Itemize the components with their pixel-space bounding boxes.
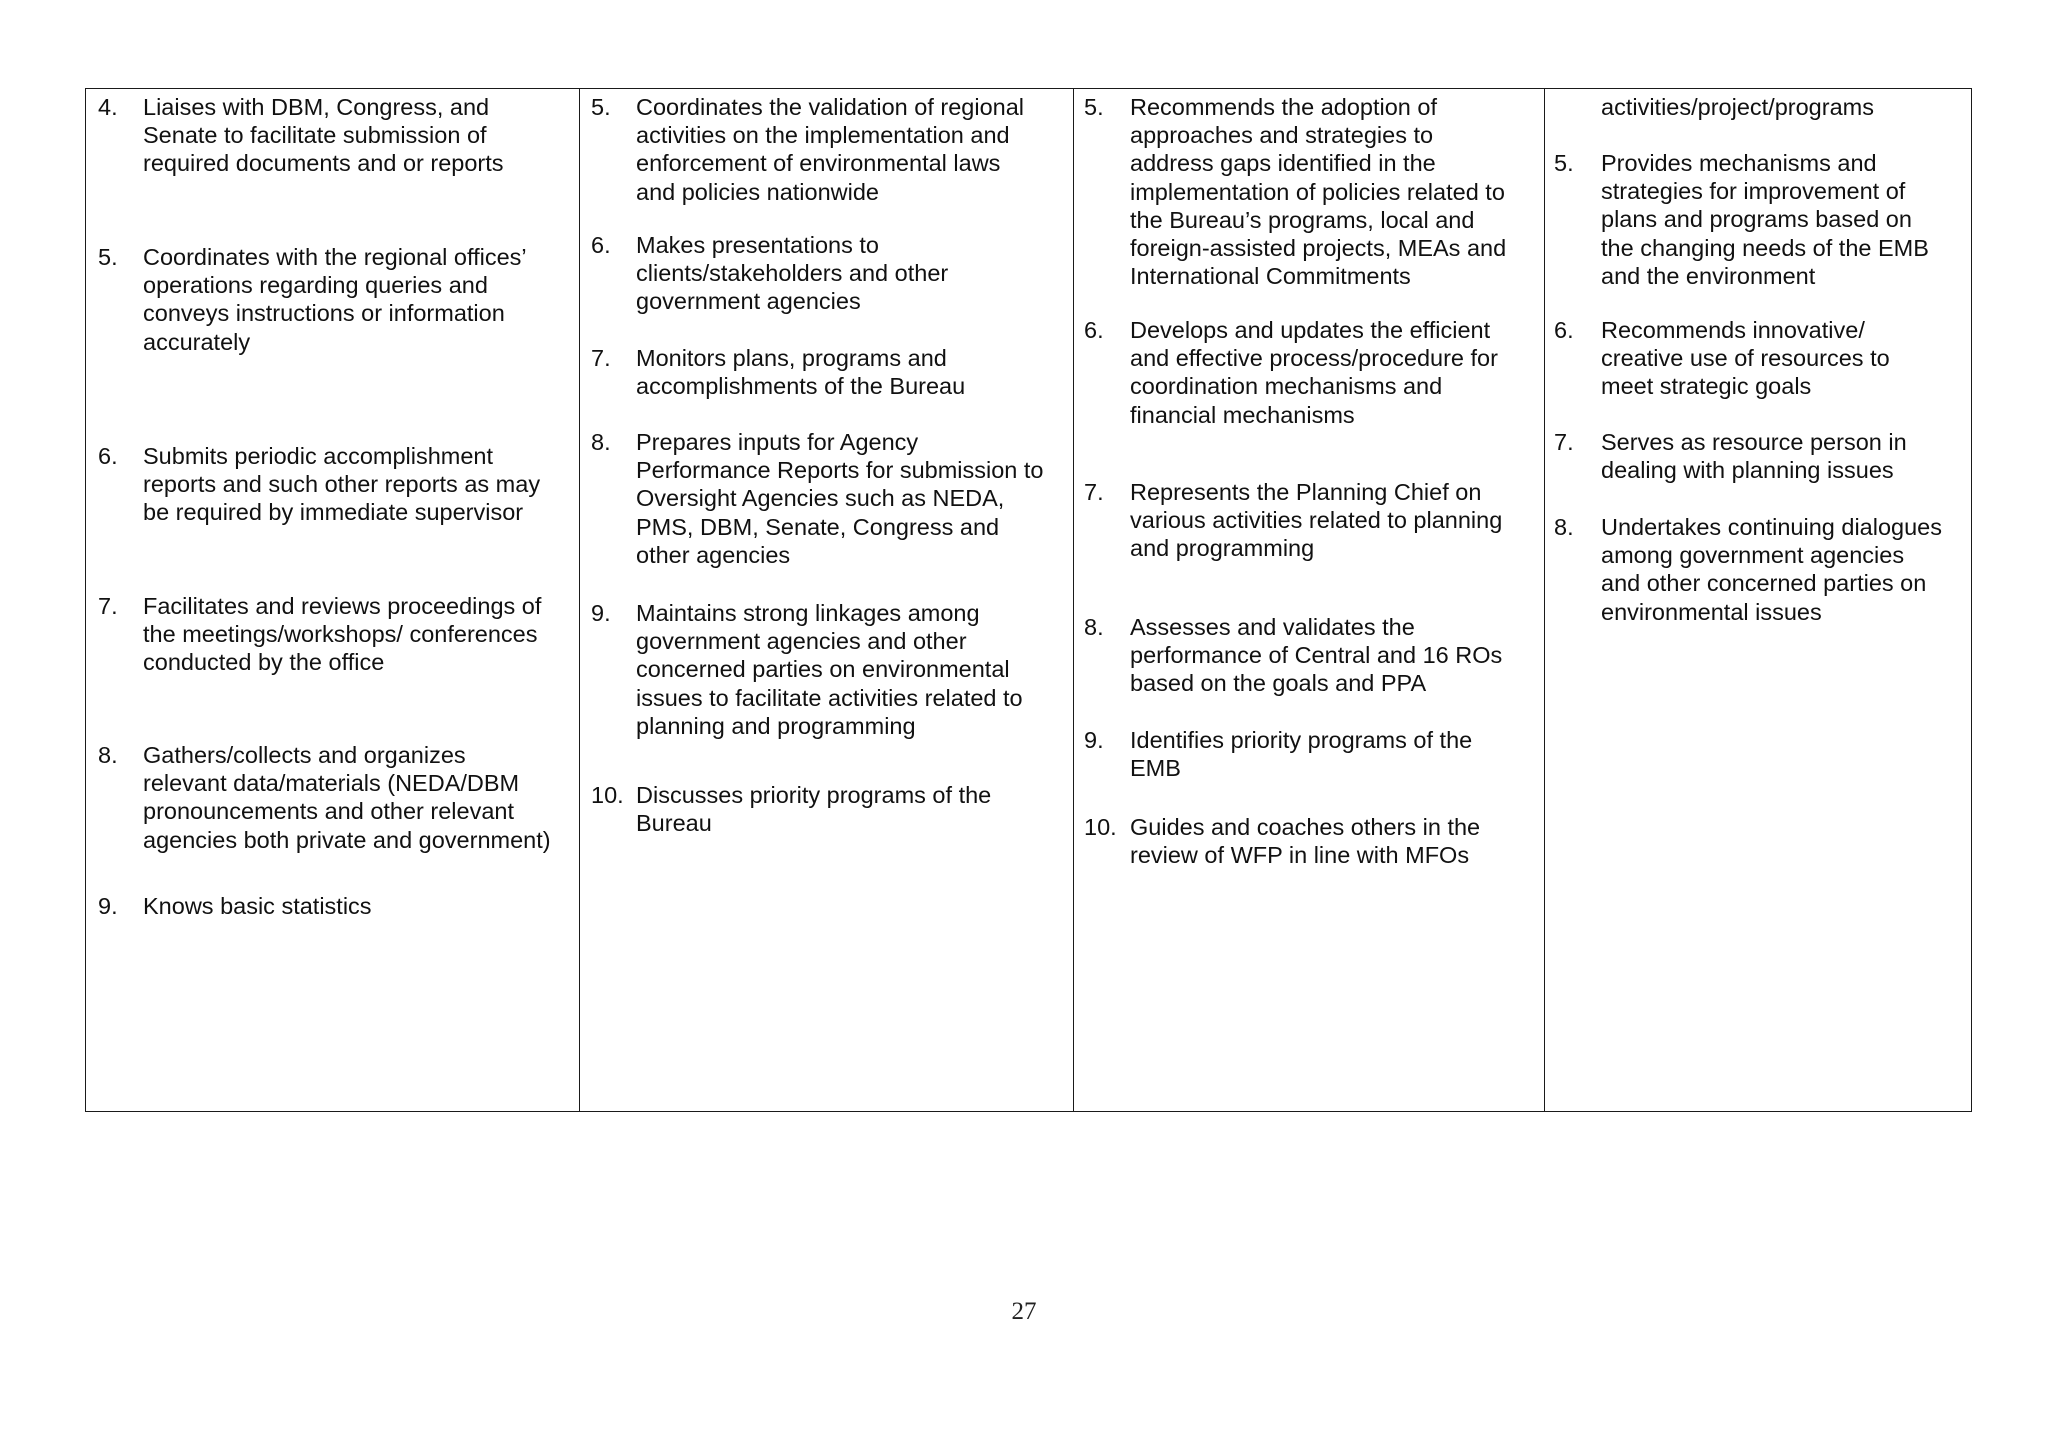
list-item-line: be required by immediate supervisor [143,499,524,526]
table-cell-col-1 [86,89,580,1112]
list-item-text [1601,93,1874,121]
list-item-line: Prepares inputs for Agency [636,429,919,455]
list-item-line: accurately [143,328,251,355]
list-item-line: other agencies [636,541,791,568]
list-item-line: conveys instructions or information [143,300,505,327]
list-item-text [636,781,991,837]
list-item-text [1601,513,1942,626]
list-item-line: EMB [1130,755,1181,782]
list-item-line: Oversight Agencies such as NEDA, [636,485,1005,512]
list-item-text [636,93,1024,206]
list-item-number: 4. [98,94,118,120]
list-item-number: 5. [1084,94,1104,120]
list-item-line: activities on the implementation and [636,122,1010,149]
list-item-line: Makes presentations to [636,232,879,258]
list-item-line: meet strategic goals [1601,373,1812,400]
list-item-line: dealing with planning issues [1601,457,1894,484]
list-item-line: government agencies and other [636,628,967,655]
list-item-line: Maintains strong linkages among [636,600,980,626]
list-item-line: foreign-assisted projects, MEAs and [1130,235,1507,262]
list-item-line: PMS, DBM, Senate, Congress and [636,513,1000,540]
list-item-line: and effective process/procedure for [1130,345,1498,372]
list-item-line: the Bureau’s programs, local and [1130,206,1475,233]
list-item-text [1601,149,1929,290]
list-item-line: Liaises with DBM, Congress, and [143,94,490,120]
list-item-line: coordination mechanisms and [1130,373,1443,400]
list-item-line: plans and programs based on [1601,206,1912,233]
list-item-line: Submits periodic accomplishment [143,443,494,469]
list-item-number: 5. [98,244,118,270]
list-item-text [143,592,541,677]
list-item-line: Serves as resource person in [1601,429,1907,455]
list-item-line: Discusses priority programs of the [636,782,992,808]
list-item-line: agencies both private and government) [143,826,551,853]
list-item-line: address gaps identified in the [1130,150,1436,177]
list-item-text [1130,813,1480,869]
list-item-line: various activities related to planning [1130,507,1503,534]
list-item-line: approaches and strategies to [1130,122,1434,149]
list-item-number: 6. [1554,317,1574,343]
list-item-line: Undertakes continuing dialogues [1601,514,1942,540]
list-item-line: Coordinates with the regional offices’ [143,244,527,270]
list-item-line: clients/stakeholders and other [636,260,949,287]
list-item-text [1130,316,1498,429]
list-item-line: International Commitments [1130,263,1411,290]
list-item-line: relevant data/materials (NEDA/DBM [143,770,520,797]
list-item-number: 8. [1084,614,1104,640]
list-item-line: Monitors plans, programs and [636,345,947,371]
list-item-number: 8. [591,429,611,455]
list-item-number: 6. [98,443,118,469]
table-cell-col-3 [1074,89,1545,1112]
list-item-line: concerned parties on environmental [636,656,1010,683]
list-item-line: Develops and updates the efficient [1130,317,1491,343]
list-item-number: 6. [1084,317,1104,343]
list-item-line: Knows basic statistics [143,893,372,919]
list-item-line: Identifies priority programs of the [1130,727,1473,753]
list-item-line: conducted by the office [143,649,385,676]
list-item-line: strategies for improvement of [1601,178,1906,205]
list-item-text [1130,613,1502,698]
list-item-line: the meetings/workshops/ conferences [143,621,538,648]
table-cell-col-4 [1545,89,1972,1112]
list-item-text [1130,93,1506,290]
list-item-number: 9. [591,600,611,626]
list-item-line: implementation of policies related to [1130,178,1505,205]
list-item-number: 5. [591,94,611,120]
list-item-line: Assesses and validates the [1130,614,1415,640]
list-item-number: 9. [1084,727,1104,753]
list-item-number: 9. [98,893,118,919]
list-item-line: government agencies [636,288,861,315]
list-item-line: creative use of resources to [1601,345,1890,372]
list-item-text [1601,316,1890,401]
list-item-line: and programming [1130,535,1315,562]
list-item-line: performance of Central and 16 ROs [1130,642,1503,669]
list-item-line: environmental issues [1601,598,1822,625]
list-item-text [1601,428,1907,484]
list-item-number: 7. [1554,429,1574,455]
list-item-number: 7. [1084,479,1104,505]
list-item-line: Provides mechanisms and [1601,150,1877,176]
list-item-line: required documents and or reports [143,150,504,177]
list-item-line: Recommends innovative/ [1601,317,1865,343]
list-item-text [143,442,540,527]
list-item-line: Gathers/collects and organizes [143,742,466,768]
list-item-line: pronouncements and other relevant [143,798,515,825]
list-item-line: Facilitates and reviews proceedings of [143,593,542,619]
list-item-number: 10. [591,782,624,808]
list-item-text [636,599,1023,740]
list-item-number: 6. [591,232,611,258]
list-item-number: 10. [1084,814,1117,840]
list-item-line: activities/project/programs [1601,94,1874,120]
page-number: 27 [1011,1298,1037,1325]
list-item-line: financial mechanisms [1130,401,1355,428]
list-item-line: accomplishments of the Bureau [636,373,966,400]
list-item-text [636,344,965,400]
list-item-number: 5. [1554,150,1574,176]
list-item-line: based on the goals and PPA [1130,670,1427,697]
list-item-text [143,741,551,854]
list-item-line: Performance Reports for submission to [636,457,1044,484]
list-item-text [143,243,527,356]
list-item-line: among government agencies [1601,542,1905,569]
table-cell-col-2 [580,89,1074,1112]
list-item-number: 7. [591,345,611,371]
list-item-number: 8. [1554,514,1574,540]
list-item-line: planning and programming [636,712,916,739]
list-item-text [1130,726,1472,782]
list-item-line: Bureau [636,810,712,837]
list-item-text [636,428,1044,569]
list-item-text [636,231,948,316]
list-item-line: Senate to facilitate submission of [143,122,487,149]
list-item-number: 8. [98,742,118,768]
list-item-text [143,892,372,920]
list-item-line: Guides and coaches others in the [1130,814,1481,840]
competency-table [85,88,1972,1112]
list-item-line: and policies nationwide [636,178,879,205]
list-item-line: reports and such other reports as may [143,471,541,498]
list-item-line: and other concerned parties on [1601,570,1927,597]
list-item-line: Coordinates the validation of regional [636,94,1025,120]
list-item-line: enforcement of environmental laws [636,150,1001,177]
list-item-text [143,93,504,178]
list-item-line: issues to facilitate activities related to [636,684,1023,711]
list-item-line: Recommends the adoption of [1130,94,1437,120]
list-item-line: the changing needs of the EMB [1601,234,1929,261]
list-item-text [1130,478,1502,563]
list-item-line: review of WFP in line with MFOs [1130,842,1470,869]
list-item-number: 7. [98,593,118,619]
list-item-line: Represents the Planning Chief on [1130,479,1482,505]
list-item-line: and the environment [1601,262,1816,289]
list-item-line: operations regarding queries and [143,272,488,299]
table-row [86,89,1972,1112]
